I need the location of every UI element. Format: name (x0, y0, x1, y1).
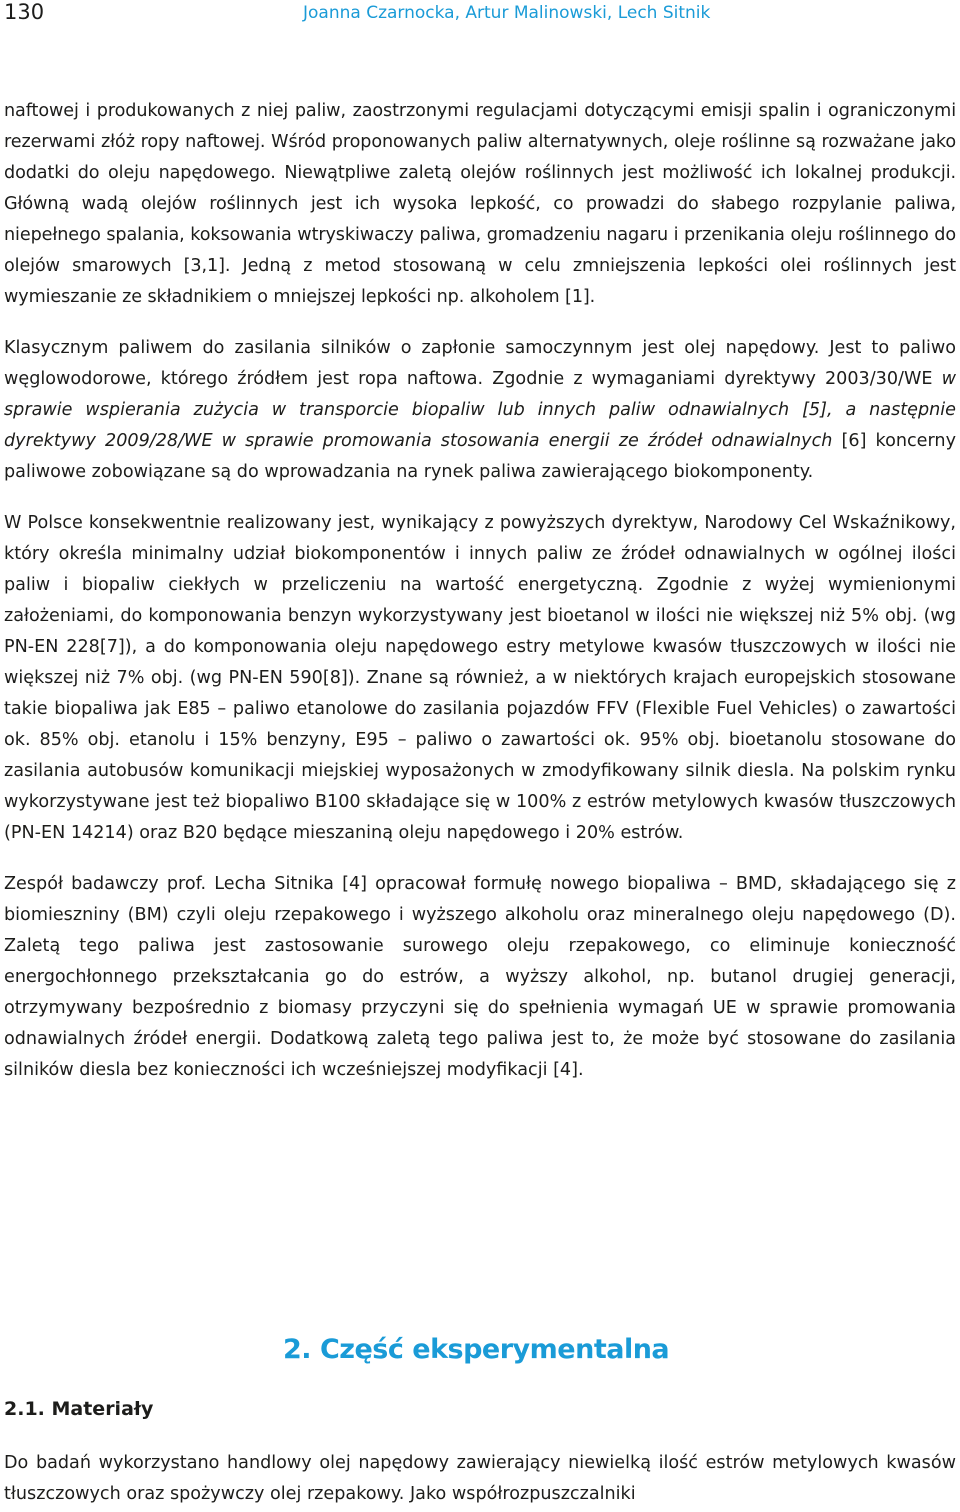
page-number: 130 (4, 0, 45, 24)
paragraph-text: [6] koncerny paliwowe zobowiązane są do wprowadzania na rynek paliwa zawierającego biokomponenty. (4, 431, 956, 482)
paragraph-bmd-fuel: Zespół badawczy prof. Lecha Sitnika [4] opracował formułę nowego biopaliwa – BMD, składającego się z biomieszniny (BM) czyli oleju rzepakowego i wyższego alkoholu oraz mineralnego oleju napędowego (D). Zaletą tego paliwa jest zastosowanie surowego oleju rzepakowego, co eliminuje konieczność energochłonnego przekształcania go do estrów, a wyższy alkohol, np. butanol drugiej generacji, otrzymywany bezpośrednio z biomasy przyczyni się do spełnienia wymagań UE w sprawie promowania odnawialnych źródeł energii. Dodatkową zaletą tego paliwa jest to, że może być stosowane do zasilania silników diesla bez konieczności ich wcześniejszej modyfikacji [4]. (4, 874, 956, 1080)
article-body (4, 96, 956, 1106)
section-title: 2. Część eksperymentalna (283, 1334, 670, 1365)
paragraph-alternative-fuels: naftowej i produkowanych z niej paliw, zaostrzonymi regulacjami dotyczącymi emisji spalin i ograniczonymi rezerwami złóż ropy naftowej. Wśród proponowanych paliw alternatywnych, oleje roślinne są rozważane jako dodatki do oleju napędowego. Niewątpliwe zaletą olejów roślinnych jest możliwość ich lokalnej produkcji. Główną wadą olejów roślinnych jest ich wysoka lepkość, co prowadzi do słabego rozpylanie paliwa, niepełnego spalania, koksowania wtryskiwaczy paliwa, gromadzeniu nagaru i przenikania oleju roślinnego do olejów smarowych [3,1]. Jedną z metod stosowaną w celu zmniejszenia lepkości olei roślinnych jest wymieszanie ze składnikiem o mniejszej lepkości np. alkoholem [1]. (4, 101, 956, 307)
paragraph-diesel-directives (4, 333, 956, 488)
paragraph-materials: Do badań wykorzystano handlowy olej napędowy zawierający niewielką ilość estrów metylowych kwasów tłuszczowych oraz spożywczy olej rzepakowy. Jako współrozpuszczalniki (4, 1453, 956, 1504)
running-head-authors: Joanna Czarnocka, Artur Malinowski, Lech Sitnik (303, 3, 711, 23)
subsection-title: 2.1. Materiały (4, 1398, 154, 1420)
paragraph-national-target: W Polsce konsekwentnie realizowany jest, wynikający z powyższych dyrektyw, Narodowy Cel Wskaźnikowy, który określa minimalny udział biokomponentów i innych paliw ze źródeł odnawialnych w ogólnej ilości paliw i biopaliw ciekłych w przeliczeniu na wartość energetyczną. Zgodnie z wyżej wymienionymi założeniami, do komponowania benzyn wykorzystywany jest bioetanol w ilości nie większej niż 5% obj. (wg PN-EN 228[7]), a do komponowania oleju napędowego estry metylowe kwasów tłuszczowych w ilości nie większej niż 7% obj. (wg PN-EN 590[8]). Znane są również, a w niektórych krajach europejskich stosowane takie biopaliwa jak E85 – paliwo etanolowe do zasilania pojazdów FFV (Flexible Fuel Vehicles) o zawartości ok. 85% obj. etanolu i 15% benzyny, E95 – paliwo o zawartości ok. 95% obj. bioetanolu stosowane do zasilania autobusów komunikacji miejskiej wyposażonych w zmodyfikowany silnik diesla. Na polskim rynku wykorzystywane jest też biopaliwo B100 składające się w 100% z estrów metylowych kwasów tłuszczowych (PN-EN 14214) oraz B20 będące mieszaniną oleju napędowego i 20% estrów. (4, 513, 956, 843)
paragraph-text: Klasycznym paliwem do zasilania silników o zapłonie samoczynnym jest olej napędowy. Jest to paliwo węglowodorowe, którego źródłem jest ropa naftowa. Zgodnie z wymaganiami dyrektywy 2003/30/WE (4, 338, 956, 389)
directive-titles: w sprawie wspierania zużycia w transporcie biopaliw lub innych paliw odnawialnych [5], a następnie dyrektywy 2009/28/WE w sprawie promowania stosowania energii ze źródeł odnawialnych (4, 369, 956, 451)
page-header (0, 0, 960, 40)
